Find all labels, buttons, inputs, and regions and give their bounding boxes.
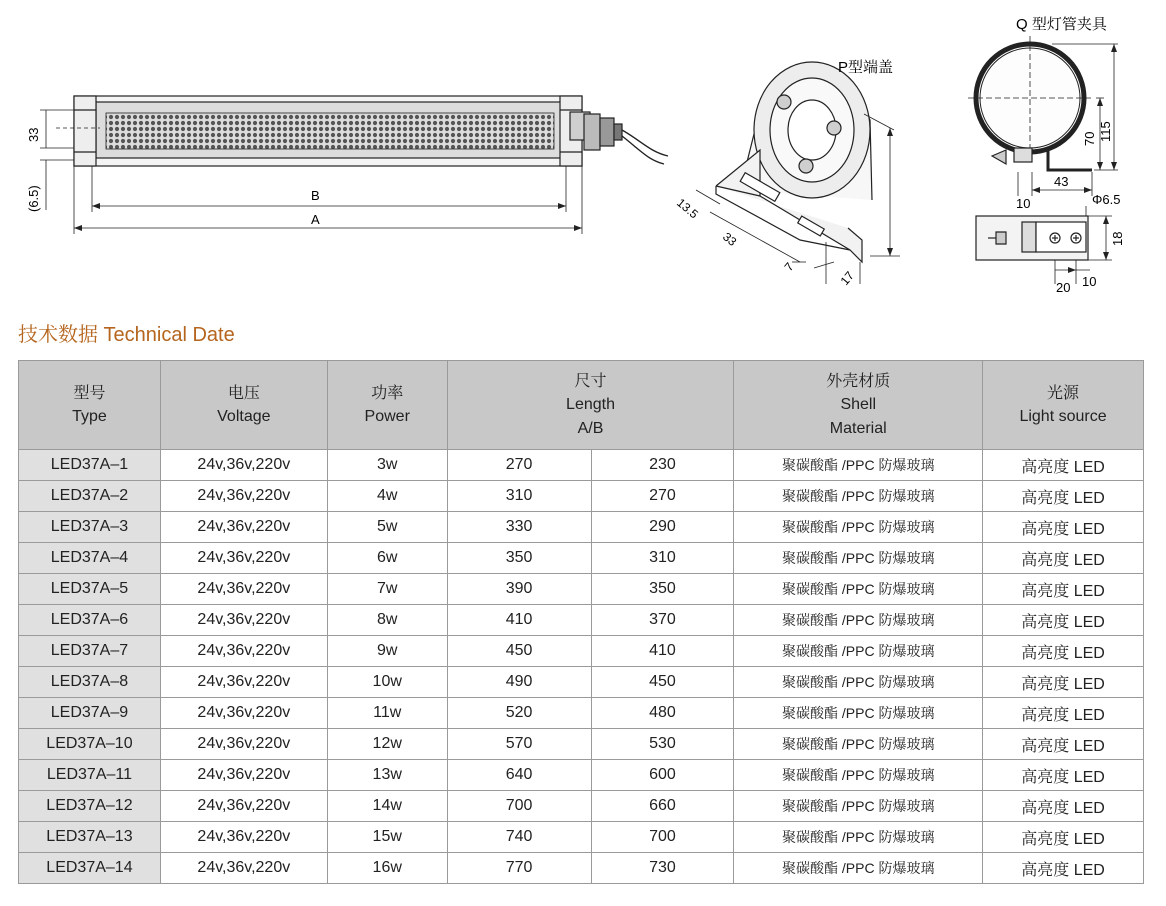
fixture-label-a: A xyxy=(311,212,320,227)
cell-type: LED37A–14 xyxy=(19,853,161,884)
table-header-row xyxy=(19,361,1144,450)
cell-voltage: 24v,36v,220v xyxy=(160,605,327,636)
cell-length-a: 270 xyxy=(447,450,591,481)
cell-length-b: 700 xyxy=(591,822,734,853)
cell-length-b: 730 xyxy=(591,853,734,884)
table-row xyxy=(19,450,1144,481)
cell-light-source: 高亮度 LED xyxy=(983,512,1144,543)
cell-shell-material: 聚碳酸酯 /PPC 防爆玻璃 xyxy=(734,543,983,574)
cell-voltage: 24v,36v,220v xyxy=(160,543,327,574)
cell-voltage: 24v,36v,220v xyxy=(160,822,327,853)
header-size: 尺寸 Length A/B xyxy=(447,361,734,450)
fixture-label-b: B xyxy=(311,188,320,203)
cell-length-a: 330 xyxy=(447,512,591,543)
cell-type: LED37A–4 xyxy=(19,543,161,574)
cell-power: 5w xyxy=(327,512,447,543)
q-clamp-dim-43: 43 xyxy=(1054,174,1069,189)
cell-type: LED37A–5 xyxy=(19,574,161,605)
cell-light-source: 高亮度 LED xyxy=(983,698,1144,729)
technical-drawing xyxy=(0,0,1166,300)
cell-power: 4w xyxy=(327,481,447,512)
cell-length-b: 480 xyxy=(591,698,734,729)
cell-length-b: 530 xyxy=(591,729,734,760)
cell-shell-material: 聚碳酸酯 /PPC 防爆玻璃 xyxy=(734,853,983,884)
table-row xyxy=(19,760,1144,791)
cell-length-a: 740 xyxy=(447,822,591,853)
cell-length-a: 490 xyxy=(447,667,591,698)
cell-shell-material: 聚碳酸酯 /PPC 防爆玻璃 xyxy=(734,481,983,512)
table-row xyxy=(19,512,1144,543)
cell-length-a: 450 xyxy=(447,636,591,667)
cell-shell-material: 聚碳酸酯 /PPC 防爆玻璃 xyxy=(734,512,983,543)
cell-voltage: 24v,36v,220v xyxy=(160,636,327,667)
table-row xyxy=(19,667,1144,698)
cell-length-a: 640 xyxy=(447,760,591,791)
p-cap-dim-7: 7 xyxy=(781,259,797,274)
cell-voltage: 24v,36v,220v xyxy=(160,760,327,791)
q-clamp-title: Q 型灯管夹具 xyxy=(1016,16,1107,33)
technical-data-table xyxy=(18,360,1144,884)
cell-voltage: 24v,36v,220v xyxy=(160,450,327,481)
q-clamp-dim-10b: 10 xyxy=(1082,274,1097,289)
cell-voltage: 24v,36v,220v xyxy=(160,853,327,884)
header-light-source: 光源 Light source xyxy=(983,361,1144,450)
cell-type: LED37A–13 xyxy=(19,822,161,853)
header-voltage: 电压 Voltage xyxy=(160,361,327,450)
fixture-dim-6-5: (6.5) xyxy=(26,185,41,212)
cell-power: 16w xyxy=(327,853,447,884)
cell-voltage: 24v,36v,220v xyxy=(160,667,327,698)
cell-voltage: 24v,36v,220v xyxy=(160,698,327,729)
cell-length-b: 350 xyxy=(591,574,734,605)
q-clamp-dim-115: 115 xyxy=(1098,121,1113,142)
cell-shell-material: 聚碳酸酯 /PPC 防爆玻璃 xyxy=(734,729,983,760)
header-type: 型号 Type xyxy=(19,361,161,450)
fixture-dimension-arrows xyxy=(74,203,582,231)
cell-power: 3w xyxy=(327,450,447,481)
cell-light-source: 高亮度 LED xyxy=(983,636,1144,667)
cell-voltage: 24v,36v,220v xyxy=(160,574,327,605)
q-clamp-drawing xyxy=(968,36,1121,284)
cell-length-a: 410 xyxy=(447,605,591,636)
p-cap-dim-17: 17 xyxy=(837,268,857,288)
cell-power: 6w xyxy=(327,543,447,574)
cell-type: LED37A–6 xyxy=(19,605,161,636)
cell-type: LED37A–10 xyxy=(19,729,161,760)
table-row xyxy=(19,791,1144,822)
cell-length-b: 270 xyxy=(591,481,734,512)
cell-shell-material: 聚碳酸酯 /PPC 防爆玻璃 xyxy=(734,791,983,822)
cell-length-b: 660 xyxy=(591,791,734,822)
cell-light-source: 高亮度 LED xyxy=(983,574,1144,605)
q-clamp-dim-phi: Φ6.5 xyxy=(1092,192,1121,207)
fixture-dim-33: 33 xyxy=(26,127,41,142)
cell-light-source: 高亮度 LED xyxy=(983,543,1144,574)
cell-length-a: 350 xyxy=(447,543,591,574)
cell-shell-material: 聚碳酸酯 /PPC 防爆玻璃 xyxy=(734,822,983,853)
q-clamp-dim-70: 70 xyxy=(1082,131,1097,146)
cell-length-b: 290 xyxy=(591,512,734,543)
cell-light-source: 高亮度 LED xyxy=(983,791,1144,822)
p-cap-title: P型端盖 xyxy=(838,59,894,76)
table-row xyxy=(19,481,1144,512)
section-title: 技术数据 Technical Date xyxy=(18,324,235,346)
cell-shell-material: 聚碳酸酯 /PPC 防爆玻璃 xyxy=(734,667,983,698)
table-row xyxy=(19,543,1144,574)
cell-voltage: 24v,36v,220v xyxy=(160,729,327,760)
cell-type: LED37A–3 xyxy=(19,512,161,543)
q-clamp-dim-20: 20 xyxy=(1056,280,1071,295)
cell-light-source: 高亮度 LED xyxy=(983,481,1144,512)
cell-shell-material: 聚碳酸酯 /PPC 防爆玻璃 xyxy=(734,698,983,729)
cell-power: 11w xyxy=(327,698,447,729)
cell-power: 9w xyxy=(327,636,447,667)
cell-length-a: 390 xyxy=(447,574,591,605)
table-row xyxy=(19,853,1144,884)
cell-power: 10w xyxy=(327,667,447,698)
cell-length-a: 310 xyxy=(447,481,591,512)
cell-length-b: 370 xyxy=(591,605,734,636)
cell-power: 14w xyxy=(327,791,447,822)
cell-voltage: 24v,36v,220v xyxy=(160,481,327,512)
cell-type: LED37A–8 xyxy=(19,667,161,698)
cell-light-source: 高亮度 LED xyxy=(983,450,1144,481)
cell-power: 7w xyxy=(327,574,447,605)
cell-length-a: 700 xyxy=(447,791,591,822)
table-row xyxy=(19,605,1144,636)
cell-shell-material: 聚碳酸酯 /PPC 防爆玻璃 xyxy=(734,605,983,636)
cell-power: 8w xyxy=(327,605,447,636)
q-clamp-dim-10: 10 xyxy=(1016,196,1031,211)
cell-length-a: 770 xyxy=(447,853,591,884)
cell-type: LED37A–1 xyxy=(19,450,161,481)
table-row xyxy=(19,698,1144,729)
cell-shell-material: 聚碳酸酯 /PPC 防爆玻璃 xyxy=(734,760,983,791)
cell-shell-material: 聚碳酸酯 /PPC 防爆玻璃 xyxy=(734,636,983,667)
table-row xyxy=(19,574,1144,605)
table-row xyxy=(19,822,1144,853)
cell-type: LED37A–9 xyxy=(19,698,161,729)
cell-length-b: 230 xyxy=(591,450,734,481)
p-cap-dim-33: 33 xyxy=(720,229,740,249)
cell-type: LED37A–7 xyxy=(19,636,161,667)
cell-light-source: 高亮度 LED xyxy=(983,729,1144,760)
cell-shell-material: 聚碳酸酯 /PPC 防爆玻璃 xyxy=(734,574,983,605)
cell-power: 12w xyxy=(327,729,447,760)
cell-light-source: 高亮度 LED xyxy=(983,853,1144,884)
cell-light-source: 高亮度 LED xyxy=(983,667,1144,698)
p-end-cap-drawing xyxy=(696,62,900,284)
cell-shell-material: 聚碳酸酯 /PPC 防爆玻璃 xyxy=(734,450,983,481)
table-row xyxy=(19,636,1144,667)
cell-length-b: 310 xyxy=(591,543,734,574)
cell-voltage: 24v,36v,220v xyxy=(160,791,327,822)
cell-voltage: 24v,36v,220v xyxy=(160,512,327,543)
cell-light-source: 高亮度 LED xyxy=(983,605,1144,636)
cell-length-b: 450 xyxy=(591,667,734,698)
cell-length-b: 600 xyxy=(591,760,734,791)
table-row xyxy=(19,729,1144,760)
led-fixture-drawing xyxy=(40,96,668,234)
cell-length-b: 410 xyxy=(591,636,734,667)
cell-light-source: 高亮度 LED xyxy=(983,822,1144,853)
cell-power: 13w xyxy=(327,760,447,791)
cell-type: LED37A–12 xyxy=(19,791,161,822)
cell-length-a: 520 xyxy=(447,698,591,729)
cell-length-a: 570 xyxy=(447,729,591,760)
header-shell-material: 外壳材质 Shell Material xyxy=(734,361,983,450)
cell-power: 15w xyxy=(327,822,447,853)
cell-type: LED37A–11 xyxy=(19,760,161,791)
cell-light-source: 高亮度 LED xyxy=(983,760,1144,791)
p-cap-dim-13-5: 13.5 xyxy=(674,195,701,222)
q-clamp-dim-18: 18 xyxy=(1110,231,1125,246)
cell-type: LED37A–2 xyxy=(19,481,161,512)
header-power: 功率 Power xyxy=(327,361,447,450)
